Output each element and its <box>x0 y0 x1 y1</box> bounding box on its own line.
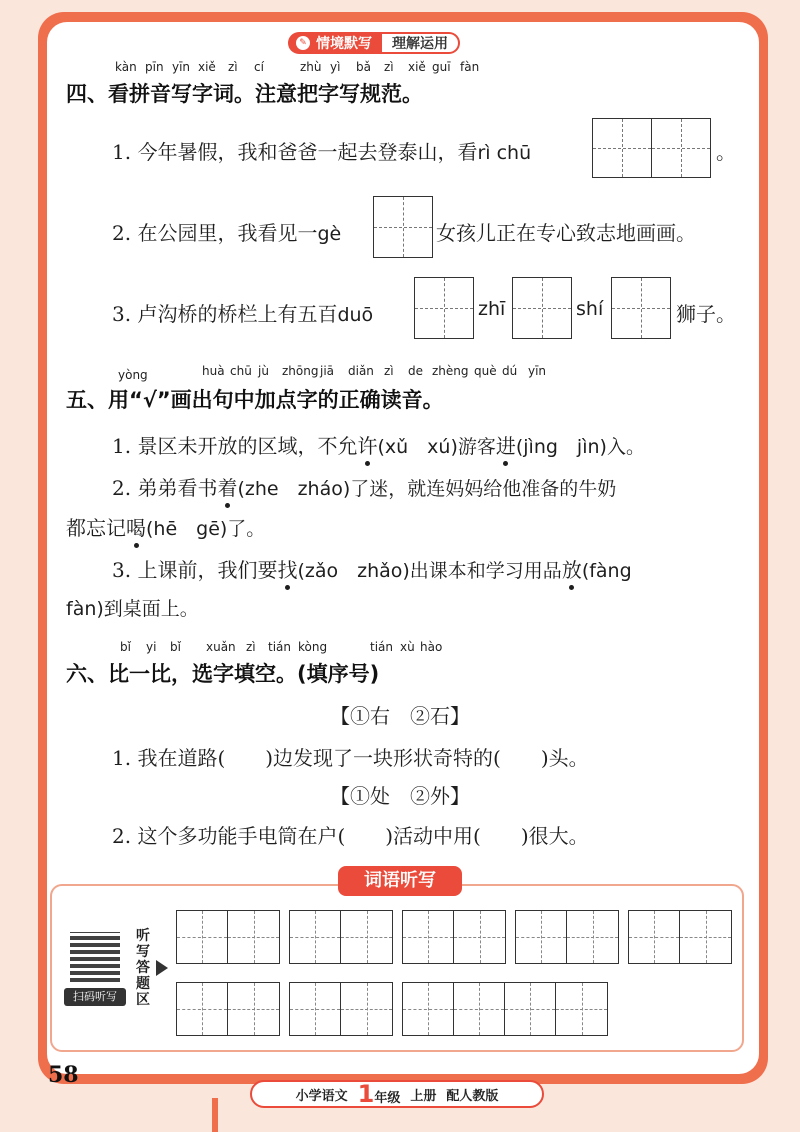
pinyin-prompt: gè <box>317 223 342 245</box>
label-char: 听 <box>136 928 150 944</box>
label-char: 区 <box>136 992 150 1008</box>
question-4-2 <box>112 217 341 246</box>
dotted-char: 着 <box>217 472 237 501</box>
writing-cell[interactable] <box>414 277 474 339</box>
pen-icon: ✎ <box>296 36 310 50</box>
question-text: 3. 卢沟桥的桥栏上有五百 <box>112 302 338 326</box>
pinyin: diǎn <box>348 364 374 378</box>
label-char: 题 <box>136 976 150 992</box>
question-4-1 <box>112 136 531 165</box>
footer-edition: 配人教版 <box>446 1088 499 1104</box>
answer-grid[interactable] <box>402 982 608 1036</box>
writing-cell[interactable] <box>512 277 572 339</box>
banner-left <box>288 32 382 54</box>
pinyin: xù <box>400 640 415 654</box>
section-banner <box>288 32 460 54</box>
pinyin-prompt: shí <box>576 298 604 320</box>
pinyin: yòng <box>118 368 148 382</box>
sentence-5-1 <box>112 430 645 459</box>
pinyin: zì <box>246 640 256 654</box>
dotted-char: 喝 <box>126 512 146 541</box>
dotted-char: 进 <box>496 430 516 459</box>
answer-area-label <box>133 928 153 1008</box>
dotted-char: 找 <box>277 554 297 583</box>
label-char: 写 <box>136 944 150 960</box>
pinyin: yīn <box>528 364 547 378</box>
label-char: 答 <box>136 960 150 976</box>
reading-choice[interactable]: (xǔ xú)游客 <box>377 436 496 458</box>
arrow-right-icon <box>156 960 168 976</box>
banner-left-label: 情境默写 <box>316 36 372 52</box>
pinyin: zì <box>384 60 394 74</box>
answer-grid[interactable] <box>176 910 280 964</box>
pinyin: xiě <box>408 60 426 74</box>
pinyin: kòng <box>298 640 328 654</box>
page-number: 58 <box>48 1062 79 1088</box>
pinyin: yì <box>330 60 341 74</box>
pinyin: jiā <box>320 364 335 378</box>
writing-cell[interactable] <box>592 118 652 178</box>
title-part: 五、用“ <box>66 388 143 412</box>
title-part: ”画出句中加点字的正确读音。 <box>156 388 444 412</box>
pinyin-prompt: duō <box>337 304 374 326</box>
dotted-char: 许 <box>357 430 377 459</box>
text: 3. 上课前，我们要 <box>112 558 278 582</box>
section-6-title: 六、比一比，选字填空。(填序号) <box>66 662 380 686</box>
pinyin: jù <box>258 364 269 378</box>
footer-grade: 年级 <box>374 1091 401 1106</box>
answer-grid[interactable] <box>289 910 393 964</box>
pinyin: zhèng <box>432 364 469 378</box>
reading-choice[interactable]: (zhe zháo)了迷，就连妈妈给他准备的牛奶 <box>237 478 617 500</box>
reading-choice[interactable]: (fàng <box>581 560 632 582</box>
banner-right-label: 理解运用 <box>382 32 460 54</box>
section-5-title <box>66 384 444 414</box>
question-text: 1. 今年暑假，我和爸爸一起去登泰山，看 <box>112 140 478 164</box>
footer-grade-number: 1 <box>357 1080 375 1108</box>
period: 。 <box>716 140 736 164</box>
pinyin: bǐ <box>170 640 181 654</box>
writing-cell[interactable] <box>651 118 711 178</box>
qr-code[interactable] <box>70 932 120 982</box>
question-6-1: 1. 我在道路( )边发现了一块形状奇特的( )头。 <box>112 746 589 770</box>
answer-grid[interactable] <box>628 910 732 964</box>
text: 1. 景区未开放的区域，不允 <box>112 434 358 458</box>
pinyin: zì <box>384 364 394 378</box>
pinyin: chū <box>230 364 252 378</box>
footer-term: 上册 <box>410 1088 437 1104</box>
pinyin: yīn <box>172 60 191 74</box>
sentence-5-2-cont <box>66 512 265 541</box>
dotted-char: 放 <box>562 554 582 583</box>
pinyin: bǐ <box>120 640 131 654</box>
pinyin: xiě <box>198 60 216 74</box>
pinyin-prompt: rì chū <box>477 142 532 164</box>
section-4-title: 四、看拼音写字词。注意把字写规范。 <box>66 82 423 106</box>
sentence-5-2 <box>112 472 616 501</box>
pinyin: de <box>408 364 423 378</box>
question-text-after: 女孩儿正在专心致志地画画。 <box>436 221 696 245</box>
pinyin: guī <box>432 60 451 74</box>
sentence-5-3 <box>112 554 632 583</box>
footer-badge <box>250 1080 544 1108</box>
pinyin: kàn <box>115 60 137 74</box>
pinyin: pīn <box>145 60 164 74</box>
qr-label: 扫码听写 <box>64 988 126 1006</box>
pinyin: tián <box>268 640 291 654</box>
writing-cell[interactable] <box>611 277 671 339</box>
pinyin: zhù <box>300 60 322 74</box>
answer-grid[interactable] <box>289 982 393 1036</box>
pinyin: tián <box>370 640 393 654</box>
reading-choice[interactable]: (jìng jìn)入。 <box>515 436 645 458</box>
footer-subject: 小学语文 <box>295 1088 348 1104</box>
reading-choice[interactable]: (zǎo zhǎo)出课本和学习用品 <box>297 560 562 582</box>
pinyin: zì <box>228 60 238 74</box>
pinyin: bǎ <box>356 60 371 74</box>
pinyin: hào <box>420 640 443 654</box>
question-text: 2. 在公园里，我看见一 <box>112 221 318 245</box>
page-tab-marker <box>212 1098 218 1132</box>
options-1: 【①右 ②石】 <box>330 704 470 728</box>
text: 2. 弟弟看书 <box>112 476 218 500</box>
answer-grid[interactable] <box>176 982 280 1036</box>
answer-grid[interactable] <box>402 910 506 964</box>
pinyin: zhōng <box>282 364 319 378</box>
question-4-3 <box>112 298 373 327</box>
question-6-2: 2. 这个多功能手电筒在户( )活动中用( )很大。 <box>112 824 589 848</box>
pinyin: cí <box>254 60 264 74</box>
check-mark-symbol: √ <box>142 388 157 412</box>
text: 都忘记 <box>66 516 126 540</box>
options-2: 【①处 ②外】 <box>330 784 470 808</box>
pinyin: xuǎn <box>206 640 236 654</box>
answer-grid[interactable] <box>515 910 619 964</box>
question-text-end: 狮子。 <box>676 302 736 326</box>
writing-cell[interactable] <box>373 196 433 258</box>
pinyin: yi <box>146 640 157 654</box>
pinyin-prompt: zhī <box>478 298 506 320</box>
pinyin: fàn <box>460 60 480 74</box>
pinyin: què <box>474 364 497 378</box>
pinyin: huà <box>202 364 225 378</box>
pinyin: dú <box>502 364 518 378</box>
reading-choice[interactable]: (hē gē)了。 <box>146 518 266 540</box>
dictation-title: 词语听写 <box>338 866 462 896</box>
sentence-5-3-cont: fàn)到桌面上。 <box>66 598 199 620</box>
